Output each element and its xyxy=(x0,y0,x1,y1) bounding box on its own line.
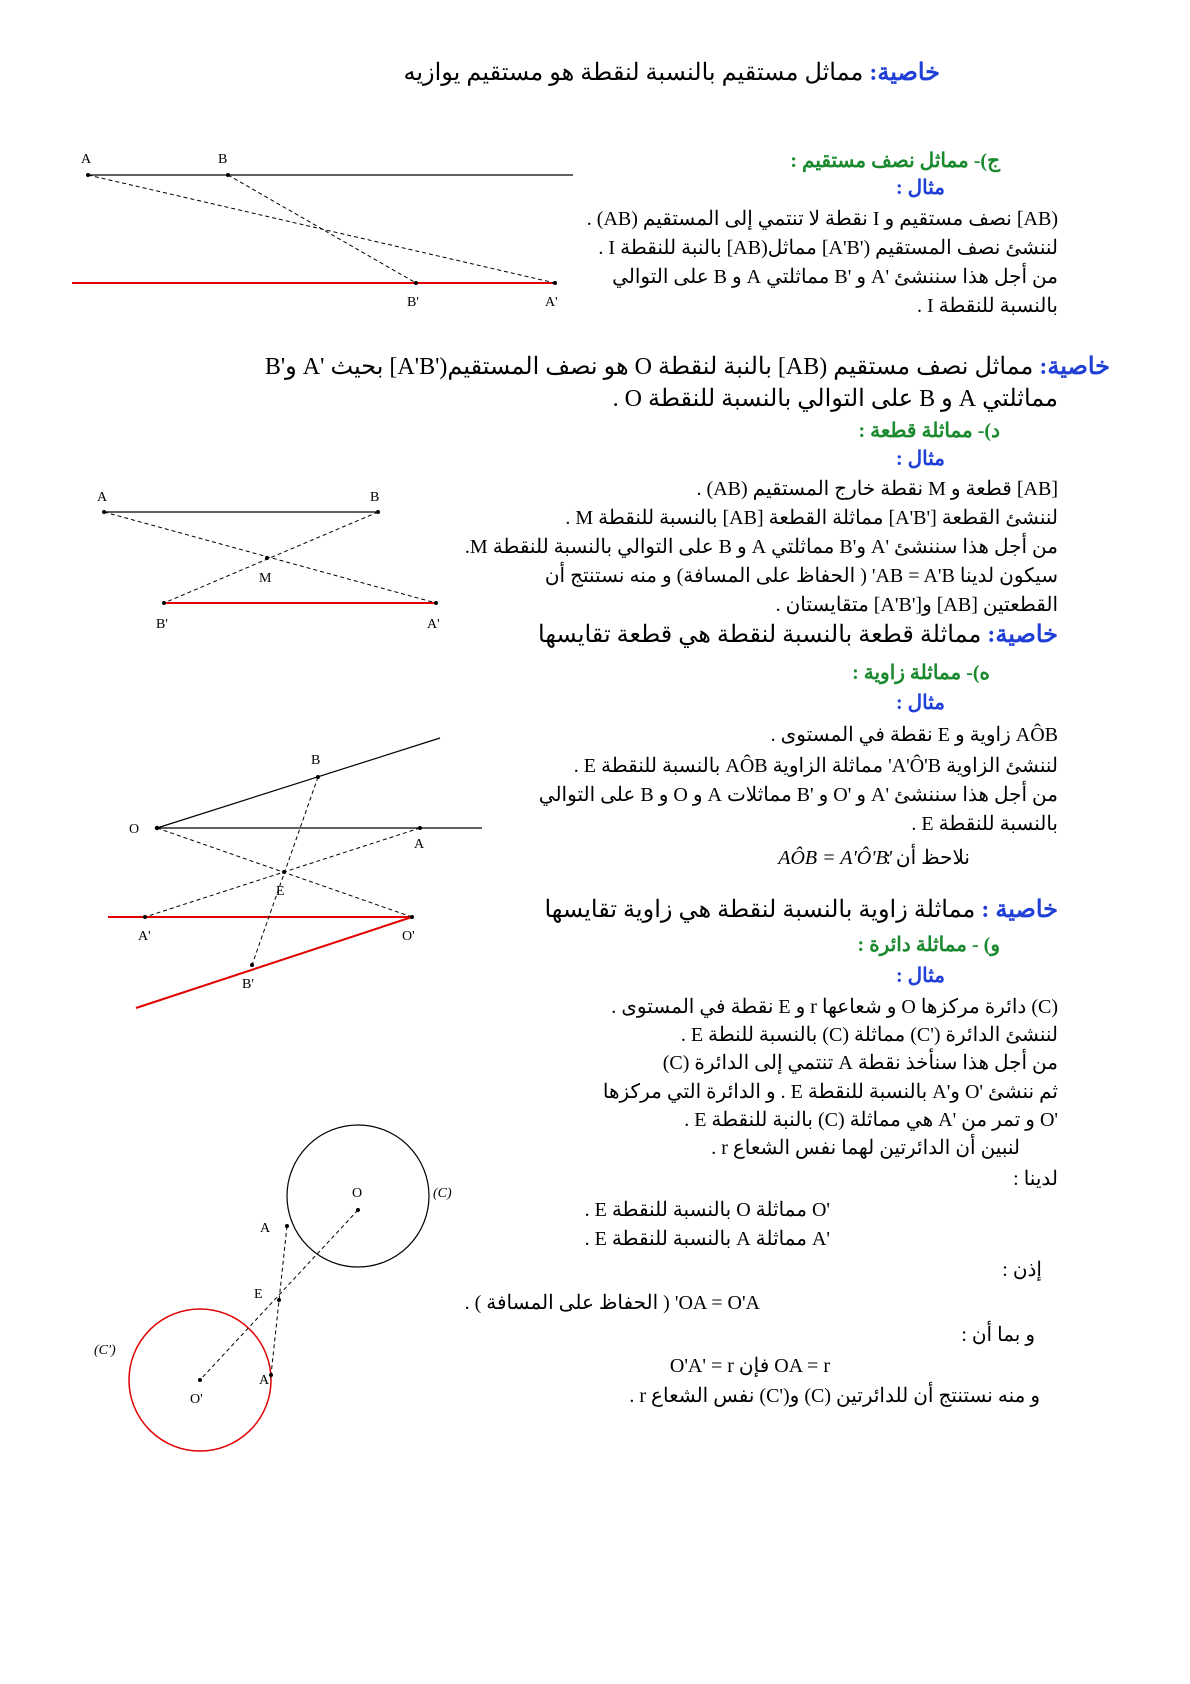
section-e-formula: AÔB = A'Ô'B' xyxy=(778,847,892,869)
section-e-example: مثال : xyxy=(895,692,945,714)
label-b: B xyxy=(311,753,321,768)
section-e-line-3: من أجل هذا سننشئ 'A و 'O و 'B مماثلات A و O و B على التوالي xyxy=(538,784,1058,806)
point xyxy=(143,915,147,919)
point xyxy=(285,1224,289,1228)
property-text: مماثلة زاوية بالنسبة لنقطة هي زاوية تقايسها xyxy=(544,897,982,923)
label-a-prime: A' xyxy=(138,929,151,944)
label-b-prime: B' xyxy=(156,617,168,632)
section-f-since: و بما أن : xyxy=(961,1324,1035,1346)
label-c-prime: (C') xyxy=(94,1343,116,1358)
section-d-line-3: من أجل هذا سننشئ 'A و'B مماثلتي A و B على التوالي بالنسبة للنقطة M. xyxy=(464,536,1058,558)
section-f-line-5: 'O و تمر من 'A هي مماثلة (C) بالنبة للنقطة E . xyxy=(684,1109,1058,1131)
point xyxy=(434,601,438,605)
label-a-prime: A' xyxy=(427,617,440,632)
property-text: مماثل مستقيم بالنسبة لنقطة هو مستقيم يوازيه xyxy=(403,60,870,86)
section-e-line-2: لننشئ الزاوية A'Ô'B' مماثلة الزاوية AÔB بالنسبة للنقطة E . xyxy=(573,755,1058,777)
section-c-title: ج)- مماثل نصف مستقيم : xyxy=(790,150,1000,172)
label-b-prime: B' xyxy=(242,977,254,992)
section-d-line-4: سيكون لدينا AB = A'B' ( الحفاظ على المسافة) و منه نستنتج أن xyxy=(544,565,1058,587)
section-d-line-2: لننشئ القطعة ['A'B] مماثلة القطعة [AB] بالنسبة للنقطة M . xyxy=(565,507,1058,529)
label-o: O xyxy=(352,1186,363,1201)
section-c-line-2: لننشئ نصف المستقيم ('A'B] مماثل(AB] بالنبة للنقطة I . xyxy=(598,237,1058,259)
section-f-eq-1: OA = O'A' ( الحفاظ على المسافة ) . xyxy=(464,1292,760,1314)
section-e-title: ه)- مماثلة زاوية : xyxy=(852,662,990,684)
section-e-line-4: بالنسبة للنقطة E . xyxy=(911,813,1058,835)
point xyxy=(553,281,557,285)
label-b: B xyxy=(370,490,380,505)
section-f-have: لدينا : xyxy=(1013,1168,1058,1190)
section-f-line-3: من أجل هذا سنأخذ نقطة A تنتمي إلى الدائرة (C) xyxy=(662,1052,1058,1074)
label-m: M xyxy=(259,571,272,586)
section-f-conclusion: و منه نستنتج أن للدائرتين (C) و('C) نفس الشعاع r . xyxy=(629,1385,1040,1407)
point xyxy=(102,510,106,514)
property-label: خاصية : xyxy=(981,897,1058,923)
section-f-line-2: لننشئ الدائرة ('C) مماثلة (C) بالنسبة للنطة E . xyxy=(680,1024,1058,1046)
point xyxy=(86,173,90,177)
ray-opbp xyxy=(136,917,412,1008)
point xyxy=(376,510,380,514)
figure-half-line xyxy=(72,152,573,310)
property-text: مماثل نصف مستقيم (AB] بالنبة لنقطة O هو نصف المستقيم('A'B] بحيث 'A و'B xyxy=(264,354,1040,380)
construction-line xyxy=(228,175,416,283)
section-d-example: مثال : xyxy=(895,448,945,470)
property-label: خاصية: xyxy=(869,60,940,86)
point xyxy=(410,915,414,919)
label-a: A xyxy=(414,837,425,852)
label-e: E xyxy=(254,1287,263,1302)
figure-segment xyxy=(97,490,440,632)
point xyxy=(356,1208,360,1212)
ray-ob xyxy=(157,738,440,828)
section-c-line-1: (AB] نصف مستقيم و I نقطة لا تنتمي إلى المستقيم (AB) . xyxy=(586,208,1058,230)
figure-circle xyxy=(94,1125,452,1451)
section-f-then: إذن : xyxy=(1002,1259,1042,1281)
section-c-line-4: بالنسبة للنقطة I . xyxy=(916,295,1058,317)
section-e-note: نلاحظ أن : xyxy=(885,847,970,869)
section-f-have-2: 'A مماثلة A بالنسبة للنقطة E . xyxy=(584,1228,830,1250)
label-c: (C) xyxy=(433,1186,452,1201)
point xyxy=(155,826,159,830)
section-f-line-4: ثم ننشئ 'O و'A بالنسبة للنقطة E . و الدائرة التي مركزها xyxy=(602,1081,1058,1103)
label-e: E xyxy=(276,884,285,899)
property-label: خاصية: xyxy=(987,622,1058,648)
point xyxy=(198,1378,202,1382)
construction-line xyxy=(164,512,378,603)
section-f-eq-2: OA = r فإن O'A' = r xyxy=(669,1355,830,1377)
point xyxy=(316,775,320,779)
label-o: O xyxy=(129,822,140,837)
point xyxy=(418,826,422,830)
point xyxy=(277,1298,281,1302)
section-f-line-6: لنبين أن الدائرتين لهما نفس الشعاع r . xyxy=(711,1137,1020,1159)
section-c-example: مثال : xyxy=(895,177,945,199)
label-b-prime: B' xyxy=(407,295,419,310)
section-f-example: مثال : xyxy=(895,965,945,987)
section-f-title: و) - مماثلة دائرة : xyxy=(857,934,1000,956)
property-text: مماثلة قطعة بالنسبة لنقطة هي قطعة تقايسها xyxy=(538,622,988,648)
property-label: خاصية: xyxy=(1039,354,1110,380)
section-f-have-1: 'O مماثلة O بالنسبة للنقطة E . xyxy=(584,1199,830,1221)
point xyxy=(162,601,166,605)
label-b: B xyxy=(218,152,228,167)
label-a: A xyxy=(81,152,92,167)
point xyxy=(414,281,418,285)
point xyxy=(282,870,286,874)
figure-angle xyxy=(108,738,482,1008)
point xyxy=(226,173,230,177)
label-o-prime: O' xyxy=(190,1392,203,1407)
section-d-line-5: القطعتين [AB] و['A'B] متقايستان . xyxy=(775,594,1058,616)
point xyxy=(265,556,269,560)
label-a-prime: A' xyxy=(259,1373,272,1388)
construction-line xyxy=(104,512,436,603)
label-a: A xyxy=(260,1221,271,1236)
section-d-title: د)- مماثلة قطعة : xyxy=(858,420,1000,442)
section-d-line-1: [AB] قطعة و M نقطة خارج المستقيم (AB) . xyxy=(696,478,1058,500)
point xyxy=(250,963,254,967)
construction-line xyxy=(200,1210,358,1380)
label-a-prime: A' xyxy=(545,295,558,310)
section-c-line-3: من أجل هذا سننشئ 'A و 'B مماثلتي A و B على التوالي xyxy=(612,266,1058,288)
label-o-prime: O' xyxy=(402,929,415,944)
section-e-line-1: AÔB زاوية و E نقطة في المستوى . xyxy=(770,724,1058,746)
label-a: A xyxy=(97,490,108,505)
property-half-line-2: مماثلتي A و B على التوالي بالنسبة للنقطة O . xyxy=(612,386,1058,412)
section-f-line-1: (C) دائرة مركزها O و شعاعها r و E نقطة في المستوى . xyxy=(611,996,1058,1018)
